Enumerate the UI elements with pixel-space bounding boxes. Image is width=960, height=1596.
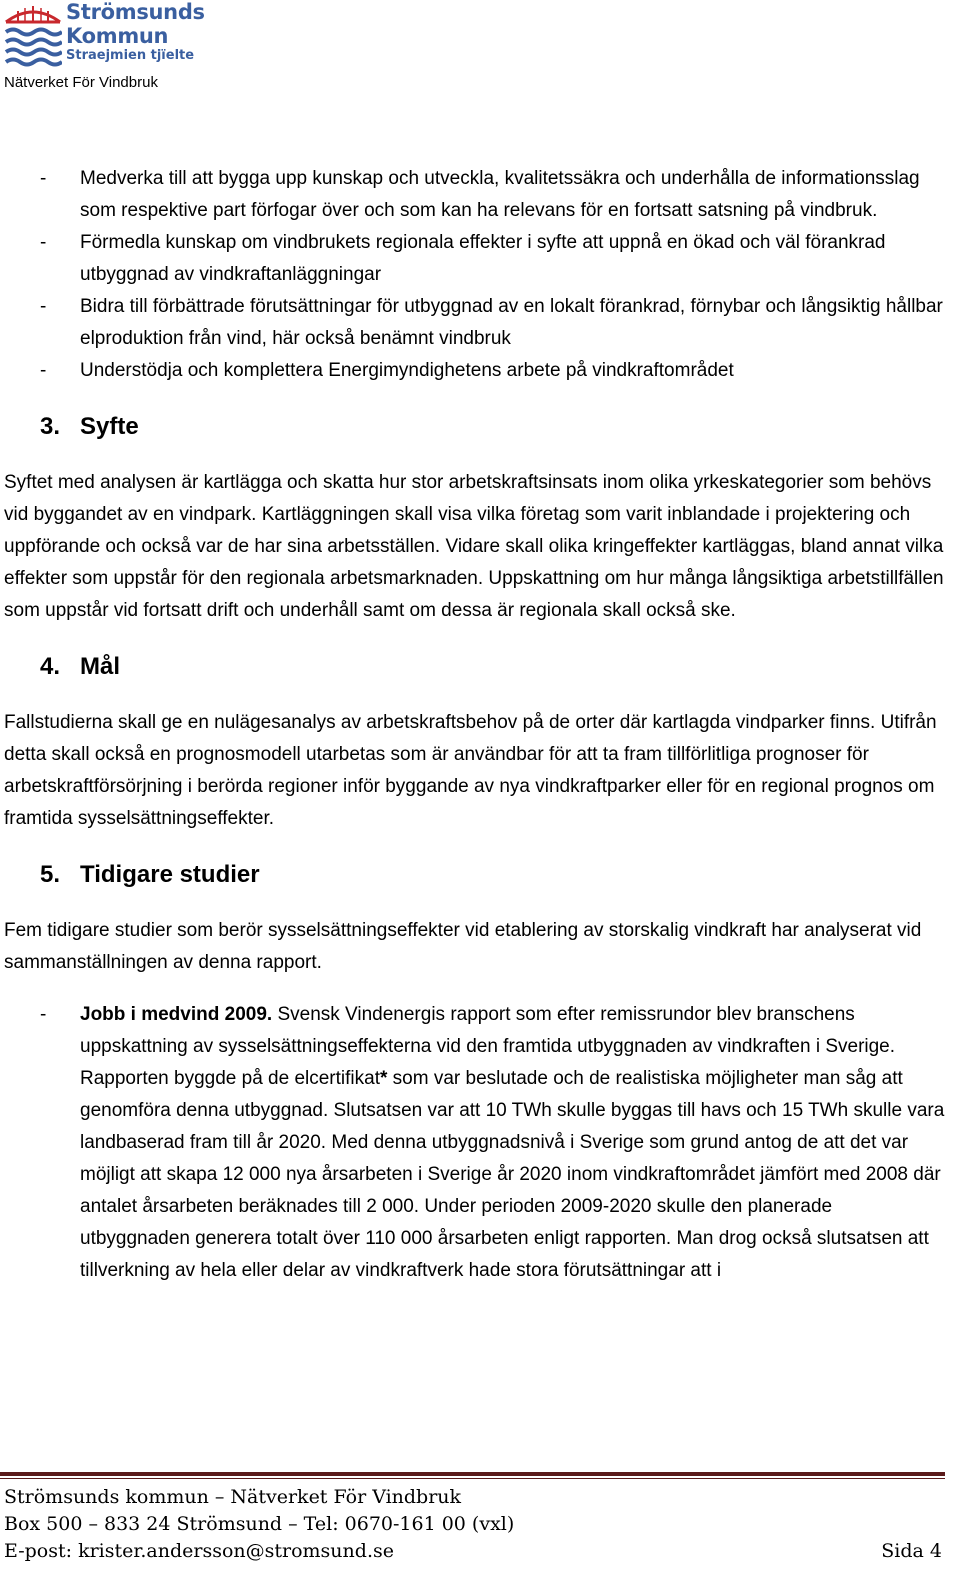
study-list: [0, 999, 945, 1287]
footer-divider-thin: [0, 1478, 945, 1479]
footer-address: Box 500 – 833 24 Strömsund – Tel: 0670-161 00 (vxl): [4, 1513, 515, 1535]
page-header: [4, 0, 304, 100]
goal-list: [0, 163, 945, 387]
bullet-marker: -: [40, 1004, 47, 1025]
section-heading-syfte: 3. Syfte: [40, 413, 139, 440]
section-text-tidigare-studier: Fem tidigare studier som berör sysselsättningseffekter vid etablering av storskalig vindkraft har analyserat vid sammanställningen av denna rapport.: [4, 920, 922, 973]
org-name-line2: Kommun: [66, 24, 169, 48]
section-heading-tidigare-studier: 5. Tidigare studier: [40, 861, 260, 888]
bullet-marker: -: [40, 296, 47, 317]
bullet-marker: -: [40, 168, 47, 189]
footer-divider: [0, 1472, 945, 1476]
footer-org: Strömsunds kommun – Nätverket För Vindbruk: [4, 1486, 462, 1508]
study-title: Jobb i medvind 2009.: [80, 1004, 273, 1025]
list-item: - Jobb i medvind 2009. Svensk Vindenergis rapport som efter remissrundor blev branschens uppskattning av sysselsättningseffekterna vid den framtida utbyggnaden av vindkraften i Sverige. Rapporten byggde på de elcertifikat* som var beslutade och de realistiska möjligheter man såg att genomföra denna utbyggnad. Slutsatsen var att 10 TWh skulle byggas till havs och 15 TWh skulle vara landbaserad fram till år 2020. Med denna utbyggnadsnivå i Sverige som grund antog de att det var möjligt att skapa 12 000 nya årsarbeten i Sverige år 2020 inom vindkraftområdet jämfört med 2008 där antalet årsarbeten beräknades till 2 000. Under perioden 2009-2020 skulle den planerade utbyggnaden generera totalt över 110 000 årsarbeten enligt rapporten. Man drog också slutsatsen att tillverkning av hela eller delar av vindkraftverk hade stora förutsättningar att i: [0, 999, 945, 1287]
network-name: Nätverket För Vindbruk: [4, 74, 158, 91]
section-text-syfte: Syftet med analysen är kartlägga och skatta hur stor arbetskraftsinsats inom olika yrkeskategorier som behövs vid byggandet av en vindpark. Kartläggningen skall visa vilka företag som varit inblandade i projektering och uppförande och också var de har sina arbetsställen. Vidare skall olika kringeffekter kartläggas, bland annat vilka effekter som uppstår för den regionala arbetsmarknaden. Uppskattning om hur många långsiktiga arbetstillfällen som uppstår vid fortsatt drift och underhåll samt om dessa är regionala skall också ske.: [4, 472, 944, 621]
page-footer: [4, 1484, 942, 1565]
list-item: - Bidra till förbättrade förutsättningar för utbyggnad av en lokalt förankrad, förnybar och långsiktig hållbar elproduktion från vind, här också benämnt vindbruk: [0, 291, 945, 355]
list-item: - Medverka till att bygga upp kunskap och utveckla, kvalitetssäkra och underhålla de informationsslag som respektive part förfogar över och som kan ha relevans för en fortsatt satsning på vindbruk.: [0, 163, 945, 227]
document-body: [0, 163, 945, 1287]
page-number: Sida 4: [881, 1540, 942, 1562]
list-item: - Understödja och komplettera Energimyndighetens arbete på vindkraftområdet: [0, 355, 945, 387]
org-name: [66, 0, 205, 48]
municipality-logo-icon: [4, 0, 62, 72]
bullet-marker: -: [40, 360, 47, 381]
bullet-marker: -: [40, 232, 47, 253]
org-name-line1: Strömsunds: [66, 0, 205, 24]
section-text-mal: Fallstudierna skall ge en nulägesanalys av arbetskraftsbehov på de orter där kartlagda vindparker finns. Utifrån detta skall också en prognosmodell utarbetas som är användbar för att ta fram tillförlitliga prognoser för arbetskraftförsörjning i berörda regioner inför byggande av nya vindkraftparker eller för en regional prognos om framtida sysselsättningseffekter.: [4, 712, 937, 829]
org-sami-name: Straejmien tjïelte: [66, 48, 195, 63]
section-heading-mal: 4. Mål: [40, 653, 121, 680]
list-item: - Förmedla kunskap om vindbrukets regionala effekter i syfte att uppnå en ökad och väl förankrad utbyggnad av vindkraftanläggningar: [0, 227, 945, 291]
footer-email: E-post: krister.andersson@stromsund.se: [4, 1540, 394, 1562]
